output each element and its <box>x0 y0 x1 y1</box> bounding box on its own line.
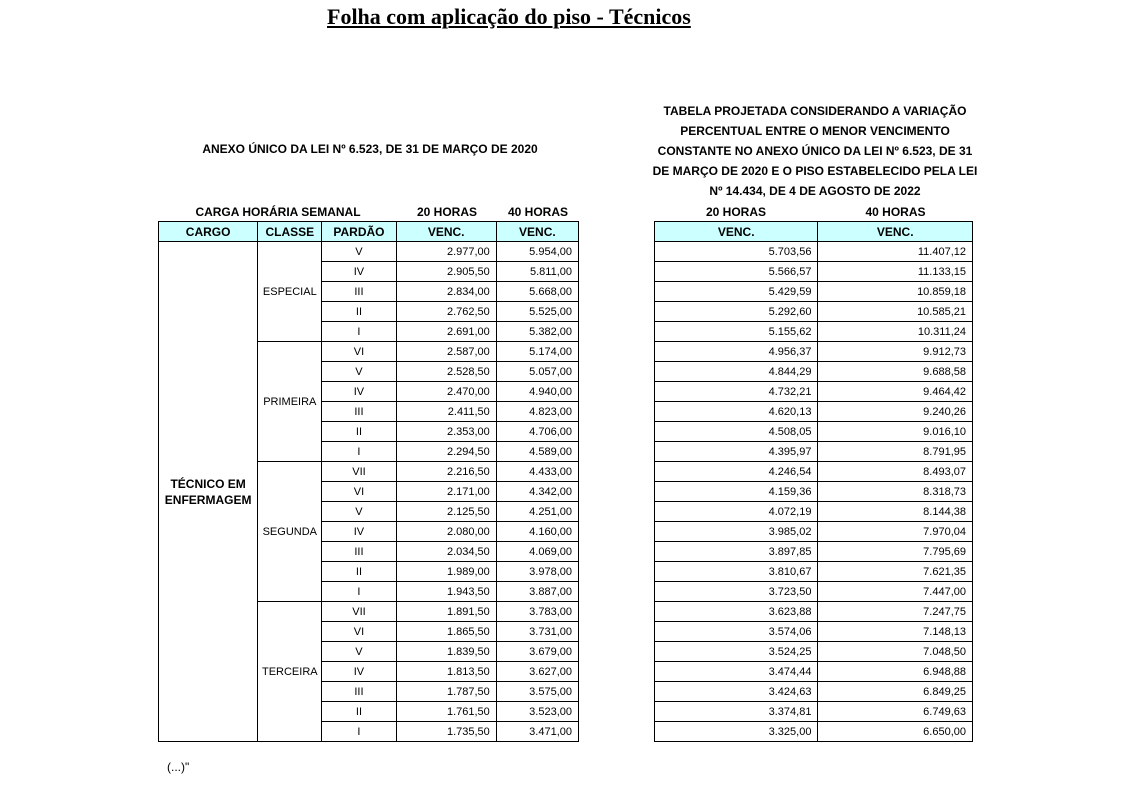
proj-venc-40-cell: 11.407,12 <box>818 242 973 262</box>
proj-venc-40-cell: 7.970,04 <box>818 522 973 542</box>
venc-40-cell: 4.589,00 <box>496 442 578 462</box>
padrao-cell: V <box>322 362 396 382</box>
proj-venc-40-cell: 8.791,95 <box>818 442 973 462</box>
venc-40-cell: 4.823,00 <box>496 402 578 422</box>
table-row <box>655 622 973 642</box>
table-row <box>655 502 973 522</box>
venc-40-cell: 3.575,00 <box>496 682 578 702</box>
padrao-cell: IV <box>322 522 396 542</box>
padrao-cell: II <box>322 702 396 722</box>
table-body <box>655 242 973 742</box>
page-title: Folha com aplicação do piso - Técnicos <box>327 4 691 29</box>
padrao-cell: II <box>322 562 396 582</box>
venc-40-cell: 5.668,00 <box>496 282 578 302</box>
venc-20-cell: 1.943,50 <box>396 582 496 602</box>
table-row <box>655 482 973 502</box>
proj-venc-20-cell: 3.723,50 <box>655 582 818 602</box>
venc-20-cell: 2.294,50 <box>396 442 496 462</box>
venc-40-cell: 3.783,00 <box>496 602 578 622</box>
venc-20-cell: 1.735,50 <box>396 722 496 742</box>
proj-venc-40-cell: 6.749,63 <box>818 702 973 722</box>
proj-venc-40-cell: 9.688,58 <box>818 362 973 382</box>
proj-venc-40-cell: 7.621,35 <box>818 562 973 582</box>
proj-venc-20-cell: 5.155,62 <box>655 322 818 342</box>
venc-20-cell: 2.216,50 <box>396 462 496 482</box>
venc-20-cell: 1.761,50 <box>396 702 496 722</box>
padrao-cell: VI <box>322 342 396 362</box>
venc-20-cell: 2.125,50 <box>396 502 496 522</box>
proj-venc-40-cell: 10.585,21 <box>818 302 973 322</box>
column-header-padrao: PARDÃO <box>322 222 396 242</box>
proj-venc-20-cell: 3.474,44 <box>655 662 818 682</box>
cargo-cell: TÉCNICO EM ENFERMAGEM <box>159 242 258 742</box>
padrao-cell: I <box>322 582 396 602</box>
table-row <box>655 522 973 542</box>
proj-venc-20-cell: 3.374,81 <box>655 702 818 722</box>
padrao-cell: I <box>322 322 396 342</box>
proj-venc-20-cell: 4.732,21 <box>655 382 818 402</box>
table-row <box>655 542 973 562</box>
right-20-horas-label: 20 HORAS <box>705 205 767 219</box>
classe-cell: SEGUNDA <box>258 462 322 602</box>
padrao-cell: V <box>322 642 396 662</box>
proj-venc-40-cell: 9.240,26 <box>818 402 973 422</box>
table-row <box>655 462 973 482</box>
proj-venc-40-cell: 8.318,73 <box>818 482 973 502</box>
proj-venc-40-cell: 7.795,69 <box>818 542 973 562</box>
venc-40-cell: 3.731,00 <box>496 622 578 642</box>
padrao-cell: V <box>322 502 396 522</box>
venc-20-cell: 1.865,50 <box>396 622 496 642</box>
proj-venc-40-cell: 6.948,88 <box>818 662 973 682</box>
venc-40-cell: 4.433,00 <box>496 462 578 482</box>
venc-40-cell: 5.382,00 <box>496 322 578 342</box>
venc-40-cell: 3.471,00 <box>496 722 578 742</box>
table-header-row <box>655 222 973 242</box>
column-header-venc-40: VENC. <box>496 222 578 242</box>
venc-40-cell: 5.525,00 <box>496 302 578 322</box>
table-row <box>655 682 973 702</box>
venc-20-cell: 2.762,50 <box>396 302 496 322</box>
ellipsis-footer: (...)" <box>167 760 190 774</box>
table-row <box>655 322 973 342</box>
venc-20-cell: 1.839,50 <box>396 642 496 662</box>
proj-venc-40-cell: 7.247,75 <box>818 602 973 622</box>
venc-40-cell: 3.627,00 <box>496 662 578 682</box>
proj-venc-40-cell: 6.650,00 <box>818 722 973 742</box>
proj-venc-40-cell: 9.464,42 <box>818 382 973 402</box>
proj-venc-40-cell: 11.133,15 <box>818 262 973 282</box>
column-header-proj-venc-40: VENC. <box>818 222 973 242</box>
venc-40-cell: 3.887,00 <box>496 582 578 602</box>
padrao-cell: I <box>322 722 396 742</box>
proj-venc-40-cell: 7.447,00 <box>818 582 973 602</box>
proj-venc-20-cell: 4.395,97 <box>655 442 818 462</box>
table-row <box>655 582 973 602</box>
padrao-cell: VII <box>322 602 396 622</box>
column-header-classe: CLASSE <box>258 222 322 242</box>
venc-20-cell: 2.691,00 <box>396 322 496 342</box>
venc-40-cell: 3.978,00 <box>496 562 578 582</box>
venc-20-cell: 2.034,50 <box>396 542 496 562</box>
table-body <box>159 242 579 742</box>
column-header-proj-venc-20: VENC. <box>655 222 818 242</box>
table-row <box>655 342 973 362</box>
proj-venc-20-cell: 3.810,67 <box>655 562 818 582</box>
padrao-cell: III <box>322 682 396 702</box>
venc-40-cell: 3.679,00 <box>496 642 578 662</box>
venc-40-cell: 4.251,00 <box>496 502 578 522</box>
proj-venc-20-cell: 3.325,00 <box>655 722 818 742</box>
table-row <box>655 722 973 742</box>
proj-venc-40-cell: 8.144,38 <box>818 502 973 522</box>
proj-venc-20-cell: 4.508,05 <box>655 422 818 442</box>
table-row <box>655 662 973 682</box>
proj-venc-20-cell: 3.574,06 <box>655 622 818 642</box>
padrao-cell: VI <box>322 622 396 642</box>
proj-venc-20-cell: 5.292,60 <box>655 302 818 322</box>
table-row <box>655 242 973 262</box>
venc-40-cell: 4.706,00 <box>496 422 578 442</box>
proj-venc-40-cell: 10.311,24 <box>818 322 973 342</box>
left-20-horas-label: 20 HORAS <box>416 205 478 219</box>
venc-20-cell: 1.813,50 <box>396 662 496 682</box>
venc-20-cell: 2.470,00 <box>396 382 496 402</box>
padrao-cell: IV <box>322 382 396 402</box>
padrao-cell: I <box>322 442 396 462</box>
table-row <box>655 442 973 462</box>
venc-40-cell: 4.940,00 <box>496 382 578 402</box>
venc-20-cell: 2.834,00 <box>396 282 496 302</box>
classe-cell: PRIMEIRA <box>258 342 322 462</box>
padrao-cell: VI <box>322 482 396 502</box>
table-row <box>655 562 973 582</box>
proj-venc-20-cell: 4.844,29 <box>655 362 818 382</box>
venc-20-cell: 2.411,50 <box>396 402 496 422</box>
table-row <box>655 602 973 622</box>
proj-venc-20-cell: 4.956,37 <box>655 342 818 362</box>
proj-venc-20-cell: 3.424,63 <box>655 682 818 702</box>
proj-venc-20-cell: 3.623,88 <box>655 602 818 622</box>
proj-venc-20-cell: 4.159,36 <box>655 482 818 502</box>
venc-20-cell: 1.989,00 <box>396 562 496 582</box>
right-table-subtitle: TABELA PROJETADA CONSIDERANDO A VARIAÇÃO PERCENTUAL ENTRE O MENOR VENCIMENTO CONSTANTE NO ANEXO ÚNICO DA LEI Nº 6.523, DE 31 DE MARÇO DE 2020 E O PISO ESTABELECIDO PELA LEI Nº 14.434, DE 4 DE AGOSTO DE 2022 <box>652 104 978 198</box>
left-40-horas-label: 40 HORAS <box>507 205 569 219</box>
padrao-cell: II <box>322 422 396 442</box>
table-row <box>655 702 973 722</box>
padrao-cell: III <box>322 282 396 302</box>
salary-table-current <box>158 221 579 742</box>
left-table-subtitle: ANEXO ÚNICO DA LEI Nº 6.523, DE 31 DE MARÇO DE 2020 <box>202 142 538 156</box>
padrao-cell: III <box>322 542 396 562</box>
venc-40-cell: 4.160,00 <box>496 522 578 542</box>
proj-venc-20-cell: 5.429,59 <box>655 282 818 302</box>
column-header-venc-20: VENC. <box>396 222 496 242</box>
venc-20-cell: 2.587,00 <box>396 342 496 362</box>
padrao-cell: II <box>322 302 396 322</box>
proj-venc-40-cell: 7.048,50 <box>818 642 973 662</box>
table-row <box>655 382 973 402</box>
venc-20-cell: 1.787,50 <box>396 682 496 702</box>
padrao-cell: IV <box>322 662 396 682</box>
padrao-cell: III <box>322 402 396 422</box>
proj-venc-40-cell: 9.016,10 <box>818 422 973 442</box>
venc-20-cell: 2.353,00 <box>396 422 496 442</box>
table-row <box>655 282 973 302</box>
venc-20-cell: 2.528,50 <box>396 362 496 382</box>
proj-venc-20-cell: 5.566,57 <box>655 262 818 282</box>
venc-20-cell: 2.171,00 <box>396 482 496 502</box>
proj-venc-20-cell: 3.897,85 <box>655 542 818 562</box>
venc-40-cell: 5.174,00 <box>496 342 578 362</box>
table-header-row <box>159 222 579 242</box>
carga-horaria-label: CARGA HORÁRIA SEMANAL <box>195 205 361 219</box>
proj-venc-20-cell: 4.072,19 <box>655 502 818 522</box>
proj-venc-20-cell: 4.246,54 <box>655 462 818 482</box>
table-row <box>655 402 973 422</box>
venc-40-cell: 5.811,00 <box>496 262 578 282</box>
venc-20-cell: 1.891,50 <box>396 602 496 622</box>
proj-venc-20-cell: 4.620,13 <box>655 402 818 422</box>
proj-venc-20-cell: 3.985,02 <box>655 522 818 542</box>
proj-venc-40-cell: 9.912,73 <box>818 342 973 362</box>
proj-venc-20-cell: 5.703,56 <box>655 242 818 262</box>
proj-venc-40-cell: 10.859,18 <box>818 282 973 302</box>
classe-cell: TERCEIRA <box>258 602 322 742</box>
column-header-cargo: CARGO <box>159 222 258 242</box>
venc-40-cell: 5.954,00 <box>496 242 578 262</box>
proj-venc-40-cell: 8.493,07 <box>818 462 973 482</box>
salary-table-projected <box>654 221 973 742</box>
table-row <box>655 362 973 382</box>
right-40-horas-label: 40 HORAS <box>865 205 926 219</box>
classe-cell: ESPECIAL <box>258 242 322 342</box>
table-row <box>655 422 973 442</box>
padrao-cell: V <box>322 242 396 262</box>
proj-venc-40-cell: 7.148,13 <box>818 622 973 642</box>
venc-40-cell: 4.069,00 <box>496 542 578 562</box>
venc-20-cell: 2.905,50 <box>396 262 496 282</box>
venc-20-cell: 2.977,00 <box>396 242 496 262</box>
venc-20-cell: 2.080,00 <box>396 522 496 542</box>
table-row <box>159 242 579 262</box>
padrao-cell: IV <box>322 262 396 282</box>
padrao-cell: VII <box>322 462 396 482</box>
venc-40-cell: 5.057,00 <box>496 362 578 382</box>
proj-venc-20-cell: 3.524,25 <box>655 642 818 662</box>
venc-40-cell: 4.342,00 <box>496 482 578 502</box>
table-row <box>655 302 973 322</box>
table-row <box>655 262 973 282</box>
proj-venc-40-cell: 6.849,25 <box>818 682 973 702</box>
table-row <box>655 642 973 662</box>
venc-40-cell: 3.523,00 <box>496 702 578 722</box>
